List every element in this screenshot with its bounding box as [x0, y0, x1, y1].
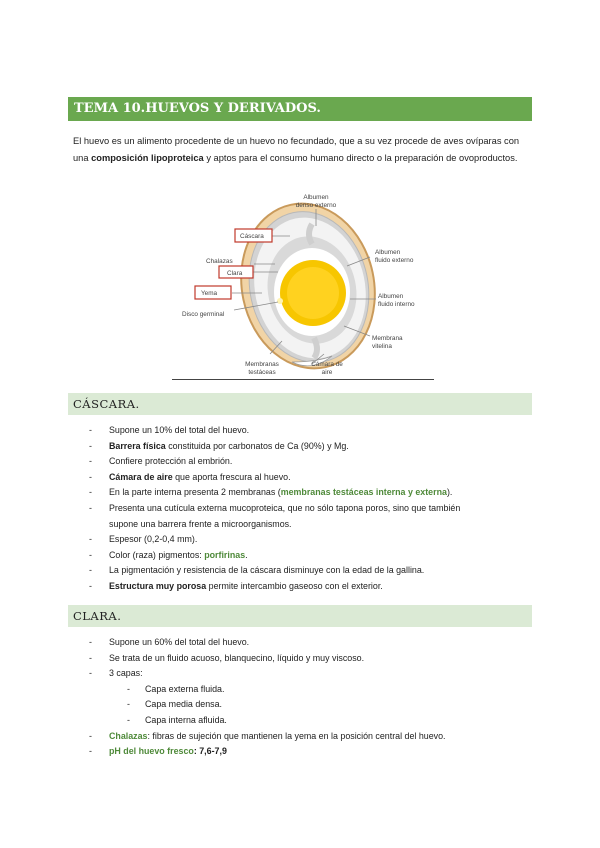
section-heading-clara: CLARA.: [68, 605, 532, 627]
page-title: TEMA 10.HUEVOS Y DERIVADOS.: [68, 97, 532, 121]
bullet-dash: -: [127, 699, 130, 710]
label-albumen-denso-1: Albumen: [303, 194, 329, 201]
sub-list-item: - Capa externa fluida.: [89, 682, 529, 698]
list-item: - Supone un 60% del total del huevo.: [89, 635, 529, 651]
bullet-dash: -: [89, 668, 92, 679]
list-item: - Presenta una cutícula externa mucoproteica, que no sólo tapona poros, sino que también supone una barrera frente a microorganismos.: [89, 502, 461, 529]
list-item: - Estructura muy porosa permite intercambio gaseoso con el exterior.: [89, 579, 529, 595]
bullet-dash: -: [89, 730, 92, 741]
yolk-highlight: [287, 267, 339, 319]
sub-list-item: - Capa interna afluida.: [89, 713, 529, 729]
list-item: - Confiere protección al embrión.: [89, 454, 529, 470]
egg-diagram-svg: [172, 186, 434, 386]
section-heading-cascara: CÁSCARA.: [68, 393, 532, 415]
list-item: - Color (raza) pigmentos: porfirinas.: [89, 548, 529, 564]
bullet-dash: -: [89, 456, 92, 467]
bullet-dash: -: [89, 565, 92, 576]
intro-paragraph: [73, 133, 533, 166]
list-item: - Barrera física constituida por carbonatos de Ca (90%) y Mg.: [89, 439, 529, 455]
intro-bold: composición lipoproteica: [91, 152, 204, 163]
label-clara: Clara: [227, 270, 243, 277]
bullet-dash: -: [89, 487, 92, 498]
label-camara-1: Cámara de: [311, 361, 343, 368]
label-membrana-2: vitelina: [372, 343, 392, 350]
bullet-dash: -: [89, 534, 92, 545]
label-chalazas: Chalazas: [206, 258, 233, 265]
intro-text-1: El huevo es un alimento procedente de un huevo no fecundado, que a su vez procede de aves ovíparas con una: [73, 136, 520, 163]
label-testaceas-2: testáceas: [248, 369, 276, 376]
cascara-list: [89, 423, 529, 595]
list-item: - Se trata de un fluido acuoso, blanquecino, líquido y muy viscoso.: [89, 651, 529, 667]
list-item: - Supone un 10% del total del huevo.: [89, 423, 529, 439]
bullet-dash: -: [89, 549, 92, 560]
bullet-dash: -: [89, 502, 92, 513]
label-albumen-denso-2: denso externo: [295, 202, 337, 209]
bullet-dash: -: [89, 440, 92, 451]
label-fluido-externo-2: fluido externo: [375, 257, 414, 264]
bullet-dash: -: [89, 637, 92, 647]
label-membrana-1: Membrana: [372, 335, 403, 342]
label-camara-2: aire: [321, 369, 333, 376]
chalaza-top: [309, 224, 312, 244]
egg-diagram: [172, 186, 434, 386]
figure-divider: [172, 379, 434, 380]
label-yema: Yema: [201, 290, 218, 297]
bullet-dash: -: [89, 425, 92, 435]
label-disco-germinal: Disco germinal: [182, 311, 225, 318]
label-testaceas-1: Membranas: [245, 361, 279, 368]
list-item: - Espesor (0,2-0,4 mm).: [89, 532, 529, 548]
list-item: - Cámara de aire que aporta frescura al huevo.: [89, 470, 529, 486]
list-item: - La pigmentación y resistencia de la cáscara disminuye con la edad de la gallina.: [89, 563, 529, 579]
bullet-dash: -: [127, 683, 130, 694]
bullet-dash: -: [89, 471, 92, 482]
intro-text-2: y aptos para el consumo humano directo o la preparación de ovoproductos.: [203, 152, 518, 163]
sub-list-item: - Capa media densa.: [89, 697, 529, 713]
bullet-dash: -: [89, 652, 92, 663]
list-item: - En la parte interna presenta 2 membranas (membranas testáceas interna y externa).: [89, 485, 529, 501]
bullet-dash: -: [89, 746, 92, 757]
clara-list: [89, 635, 529, 760]
label-fluido-externo-1: Albumen: [375, 249, 401, 256]
chalaza-bottom: [314, 338, 317, 358]
bullet-dash: -: [89, 580, 92, 591]
list-item: - pH del huevo fresco: 7,6-7,9: [89, 744, 529, 760]
label-cascara: Cáscara: [240, 233, 264, 240]
list-item: - 3 capas:: [89, 666, 529, 682]
label-fluido-interno-1: Albumen: [378, 293, 404, 300]
list-item: - Chalazas: fibras de sujeción que mantienen la yema en la posición central del huevo.: [89, 729, 529, 745]
bullet-dash: -: [127, 714, 130, 725]
label-fluido-interno-2: fluido interno: [378, 301, 415, 308]
germinal-disc: [277, 298, 283, 304]
